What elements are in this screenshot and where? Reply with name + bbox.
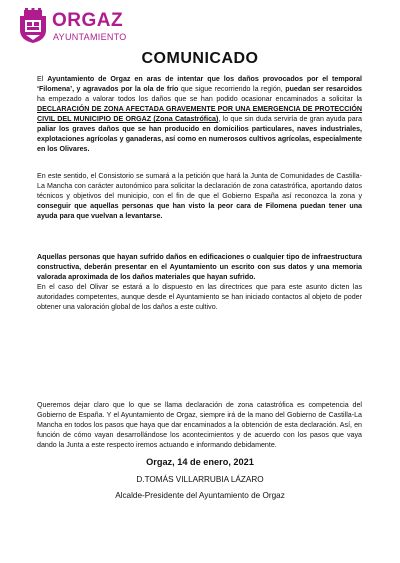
text-run: En este sentido, el Consistorio se sumará a la petición que hará la Junta de Comunidades de Castilla-La Mancha con carácter autonómico para solicitar la declaración de zona catastrófica, aportando datos técnicos y objetivos del municipio, con el fin de que el Gobierno España así reconozca la zona y	[37, 172, 362, 200]
coat-of-arms-icon	[16, 8, 50, 44]
document-title: COMUNICADO	[141, 50, 259, 67]
logo-subtitle: AYUNTAMIENTO	[53, 32, 127, 42]
text-run-bold: Ayuntamiento de Orgaz en aras de intentar que los daños provocados por el temporal ‘Filomena’, y agravados por la ola de frío	[37, 75, 362, 93]
signature-date: Orgaz, 14 de enero, 2021	[146, 457, 254, 467]
text-run: En el caso del Olivar se estará a lo dispuesto en las directrices que para este asunto dicten las autoridades competentes, aunque desde el Ayuntamiento se han iniciado contactos al objeto de poder obtener una valoración global de los daños a este cultivo.	[37, 283, 362, 311]
paragraph-3	[37, 252, 362, 312]
text-run-bold: puedan ser resarcidos	[285, 85, 363, 93]
text-run: Queremos dejar claro que lo que se llama declaración de zona catastrófica es competencia del Gobierno de España. Y el Ayuntamiento de Orgaz, siempre irá de la mano del Gobierno de Castilla-La Mancha en todos los pasos que haya que dar encaminados a la obtención de esta declaración. Así, en función de cómo vayan desarrollándose los acontecimientos y de acuerdo con los pasos que vaya dando la Junta a este respecto iremos actuando e informando debidamente.	[37, 401, 362, 449]
municipality-logo	[16, 8, 136, 46]
text-run-bold: Aquellas personas que hayan sufrido daños en edificaciones o cualquier tipo de infraestructura constructiva, deberán presentar en el Ayuntamiento un escrito con sus datos y una memoria valorada aproximada de los daños materiales que hayan sufrido.	[37, 253, 362, 281]
text-run: que sigue recorriendo la región,	[178, 85, 286, 93]
signatory-role: Alcalde-Presidente del Ayuntamiento de Orgaz	[115, 491, 285, 500]
paragraph-2	[37, 171, 362, 221]
paragraph-4	[37, 400, 362, 450]
text-run: ha empezado a valorar todos los daños que se han podido ocasionar encaminados a solicitar la	[37, 95, 362, 103]
logo-name: ORGAZ	[52, 10, 124, 31]
text-run-bold-underlined: DECLARACIÓN DE ZONA AFECTADA GRAVEMENTE POR UNA EMERGENCIA DE PROTECCIÓN CIVIL DEL MUNICIPIO DE ORGAZ (Zona Catastrófica)	[37, 105, 362, 123]
paragraph-1	[37, 74, 362, 154]
text-run: , lo que sin duda serviría de gran ayuda para	[218, 115, 362, 123]
text-run-bold: paliar los graves daños que se han producido en domicilios particulares, naves industriales, explotaciones agrícolas y ganaderas, así como en numerosos cultivos agrícolas, especialmente en los Olivares.	[37, 125, 362, 153]
text-run: El	[37, 75, 48, 83]
signatory-name: D.TOMÁS VILLARRUBIA LÁZARO	[136, 475, 264, 484]
text-run-bold: conseguir que aquellas personas que han visto la peor cara de Filomena puedan tener una ayuda para que vuelvan a levantarse.	[37, 202, 362, 220]
